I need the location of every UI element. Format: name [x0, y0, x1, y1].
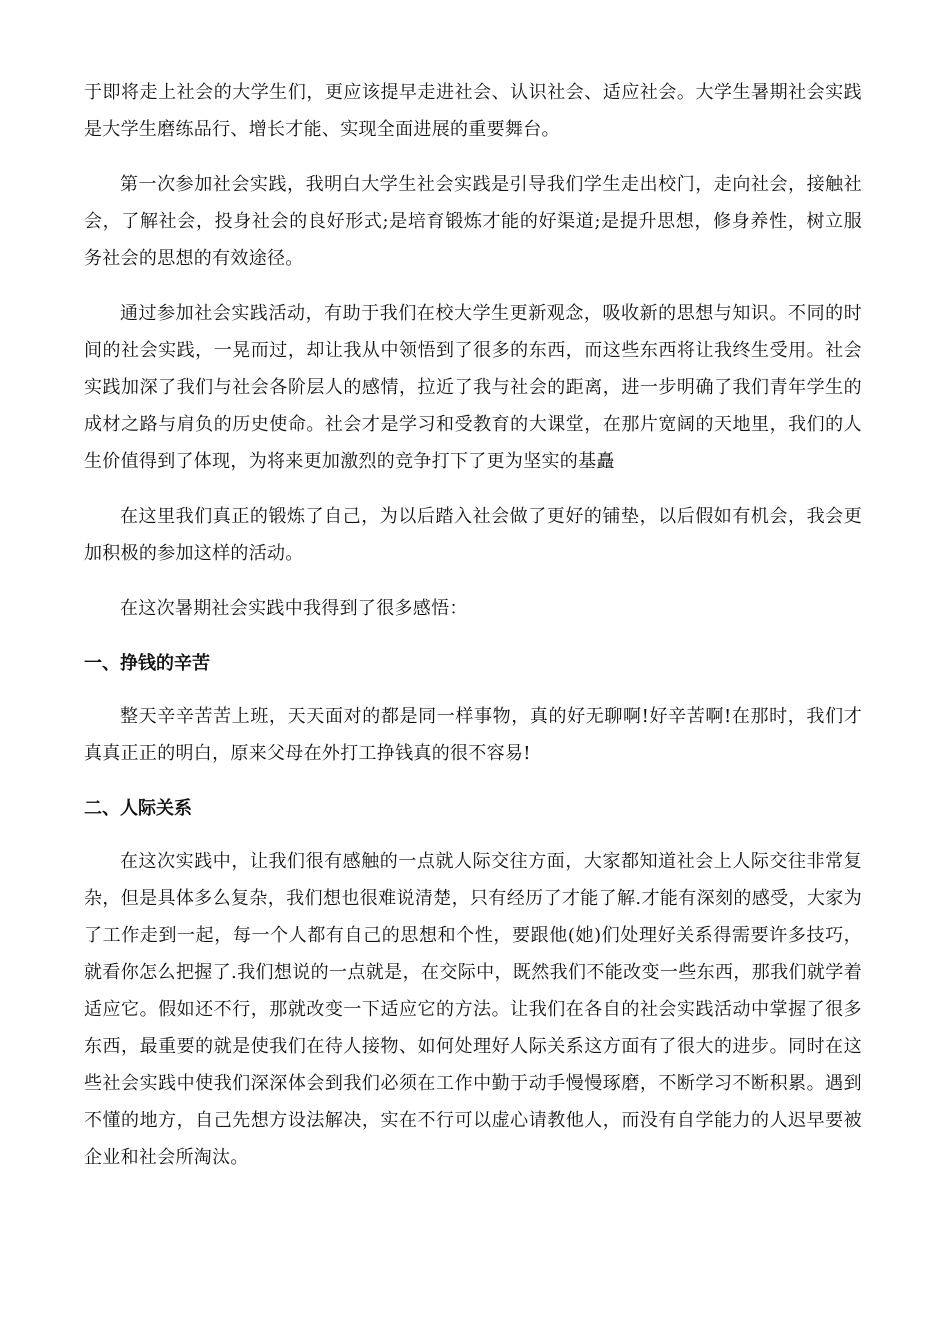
paragraph-intro: 于即将走上社会的大学生们，更应该提早走进社会、认识社会、适应社会。大学生暑期社会实践是大学生磨练品行、增长才能、实现全面进展的重要舞台。	[84, 82, 862, 140]
paragraph-insights-lead: 在这次暑期社会实践中我得到了很多感悟：	[120, 598, 468, 619]
paragraph-self-training: 在这里我们真正的锻炼了自己，为以后踏入社会做了更好的铺垫，以后假如有机会，我会更加积极的参加这样的活动。	[84, 506, 862, 564]
section-body-earning: 整天辛辛苦苦上班，天天面对的都是同一样事物，真的好无聊啊!好辛苦啊!在那时，我们才真真正正的明白，原来父母在外打工挣钱真的很不容易!	[84, 706, 862, 764]
paragraph-first-practice: 第一次参加社会实践，我明白大学生社会实践是引导我们学生走出校门，走向社会，接触社会，了解社会，投身社会的良好形式;是培育锻炼才能的好渠道;是提升思想，修身养性，树立服务社会的思想的有效途径。	[84, 174, 862, 269]
section-heading-earning: 一、挣钱的辛苦	[84, 653, 210, 674]
paragraph-benefits: 通过参加社会实践活动，有助于我们在校大学生更新观念，吸收新的思想与知识。不同的时间的社会实践，一晃而过，却让我从中领悟到了很多的东西，而这些东西将让我终生受用。社会实践加深了我们与社会各阶层人的感情，拉近了我与社会的距离，进一步明确了我们青年学生的成材之路与肩负的历史使命。社会才是学习和受教育的大课堂，在那片宽阔的天地里，我们的人生价值得到了体现，为将来更加激烈的竞争打下了更为坚实的基矗	[84, 303, 862, 472]
section-body-relationships: 在这次实践中，让我们很有感触的一点就人际交往方面，大家都知道社会上人际交往非常复杂，但是具体多么复杂，我们想也很难说清楚，只有经历了才能了解.才能有深刻的感受，大家为了工作走到一起，每一个人都有自己的思想和个性，要跟他(她)们处理好关系得需要许多技巧，就看你怎么把握了.我们想说的一点就是，在交际中，既然我们不能改变一些东西，那我们就学着适应它。假如还不行，那就改变一下适应它的方法。让我们在各自的社会实践活动中掌握了很多东西，最重要的就是使我们在待人接物、如何处理好人际关系这方面有了很大的进步。同时在这些社会实践中使我们深深体会到我们必须在工作中勤于动手慢慢琢磨，不断学习不断积累。遇到不懂的地方，自己先想方设法解决，实在不行可以虚心请教他人，而没有自学能力的人迟早要被企业和社会所淘汰。	[84, 851, 862, 1168]
section-heading-relationships: 二、人际关系	[84, 798, 192, 819]
